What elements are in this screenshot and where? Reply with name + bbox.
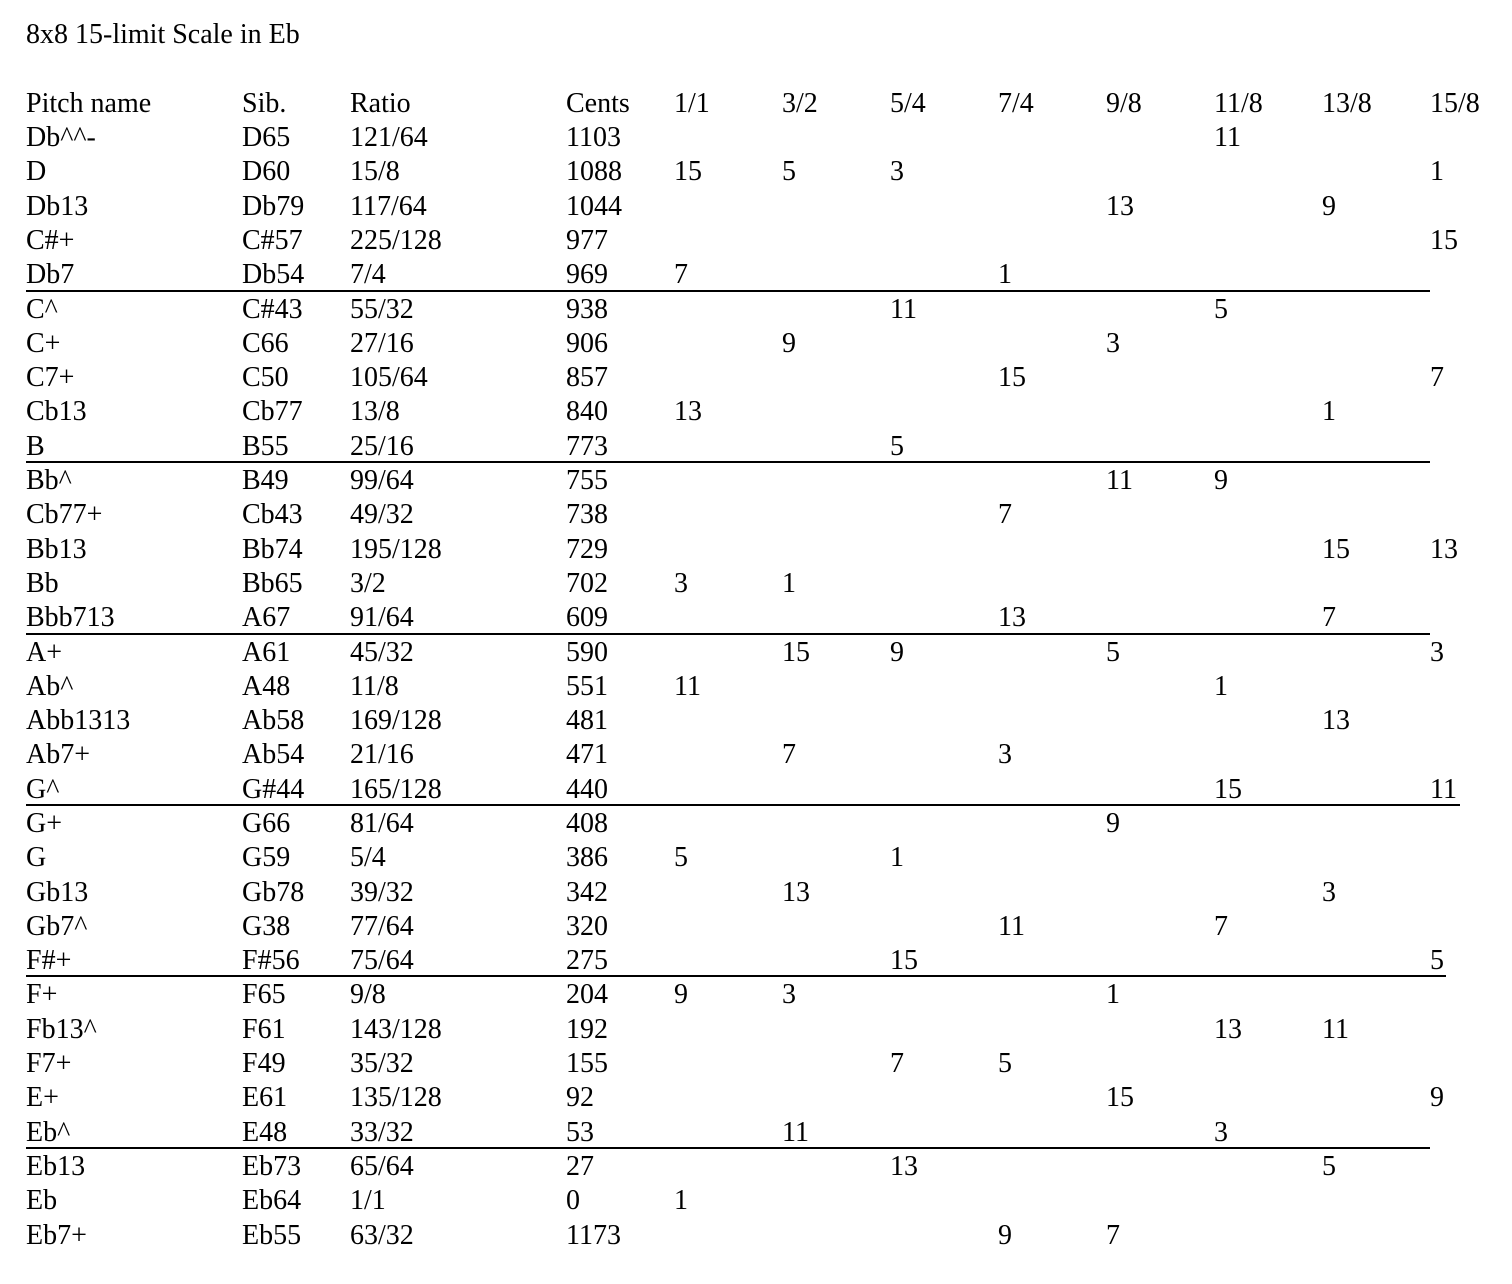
table-cell: C#57	[242, 225, 303, 256]
table-cell: E48	[242, 1117, 288, 1148]
table-cell: 1088	[566, 156, 622, 187]
table-cell: 45/32	[350, 637, 414, 668]
table-cell: 225/128	[350, 225, 442, 256]
table-cell: Bbb713	[26, 602, 115, 633]
table-cell: 7	[890, 1048, 904, 1079]
table-cell: 27/16	[350, 328, 414, 359]
group-separator	[26, 290, 1430, 292]
table-cell: 204	[566, 979, 608, 1010]
table-row	[0, 978, 1512, 1012]
table-cell: 99/64	[350, 465, 414, 496]
table-cell: 481	[566, 705, 608, 736]
table-cell: 440	[566, 774, 608, 805]
table-row	[0, 464, 1512, 498]
table-cell: Eb	[26, 1185, 58, 1216]
table-cell: 15	[1430, 225, 1458, 256]
table-cell: 3	[1430, 637, 1444, 668]
table-cell: 906	[566, 328, 608, 359]
table-cell: 7/4	[350, 259, 386, 290]
group-separator	[26, 633, 1430, 635]
table-cell: 11	[998, 911, 1025, 942]
document-title: 8x8 15-limit Scale in Eb	[26, 19, 300, 50]
table-cell: 5	[890, 431, 904, 462]
table-cell: 13	[1322, 705, 1350, 736]
group-separator	[26, 1147, 1430, 1149]
table-cell: F7+	[26, 1048, 72, 1079]
table-row	[0, 258, 1512, 292]
table-cell: F65	[242, 979, 286, 1010]
table-cell: 39/32	[350, 877, 414, 908]
table-cell: 755	[566, 465, 608, 496]
table-cell: Eb^	[26, 1117, 71, 1148]
table-cell: Eb73	[242, 1151, 302, 1182]
table-cell: 15	[998, 362, 1026, 393]
table-cell: 13	[674, 396, 702, 427]
table-cell: 21/16	[350, 739, 414, 770]
table-cell: Bb^	[26, 465, 72, 496]
column-header: 3/2	[782, 88, 818, 119]
table-cell: Cb77	[242, 396, 303, 427]
table-cell: F#56	[242, 945, 300, 976]
table-cell: 9	[998, 1220, 1012, 1251]
table-row	[0, 533, 1512, 567]
column-header: 1/1	[674, 88, 710, 119]
column-header: Ratio	[350, 88, 411, 119]
table-cell: Db79	[242, 191, 305, 222]
table-cell: 969	[566, 259, 608, 290]
table-cell: 1	[890, 842, 904, 873]
table-cell: 1	[998, 259, 1012, 290]
table-cell: F+	[26, 979, 58, 1010]
table-cell: G38	[242, 911, 291, 942]
table-cell: 15	[890, 945, 918, 976]
group-separator	[26, 804, 1460, 806]
table-cell: 13	[890, 1151, 918, 1182]
column-header: Pitch name	[26, 88, 152, 119]
table-cell: 33/32	[350, 1117, 414, 1148]
table-cell: Db54	[242, 259, 305, 290]
table-row	[0, 704, 1512, 738]
table-cell: 0	[566, 1185, 580, 1216]
table-cell: 15	[782, 637, 810, 668]
table-cell: 5	[998, 1048, 1012, 1079]
table-cell: 13	[1430, 534, 1458, 565]
column-header: Cents	[566, 88, 630, 119]
table-cell: 5	[1106, 637, 1120, 668]
table-row	[0, 670, 1512, 704]
table-cell: E61	[242, 1082, 288, 1113]
table-cell: 1103	[566, 122, 621, 153]
table-cell: 13/8	[350, 396, 400, 427]
table-row	[0, 910, 1512, 944]
table-row	[0, 876, 1512, 910]
table-row	[0, 361, 1512, 395]
table-cell: 3	[890, 156, 904, 187]
table-cell: 117/64	[350, 191, 427, 222]
column-header: 13/8	[1322, 88, 1372, 119]
table-header-row	[0, 87, 1512, 121]
table-cell: 7	[674, 259, 688, 290]
table-row	[0, 944, 1512, 978]
table-cell: 35/32	[350, 1048, 414, 1079]
table-cell: 1173	[566, 1220, 621, 1251]
table-row	[0, 773, 1512, 807]
table-cell: C+	[26, 328, 61, 359]
table-row	[0, 1013, 1512, 1047]
table-cell: 155	[566, 1048, 608, 1079]
table-cell: 169/128	[350, 705, 442, 736]
table-cell: Ab54	[242, 739, 305, 770]
table-row	[0, 807, 1512, 841]
table-cell: C66	[242, 328, 289, 359]
table-cell: 15	[1322, 534, 1350, 565]
table-cell: 320	[566, 911, 608, 942]
table-row	[0, 155, 1512, 189]
table-cell: B55	[242, 431, 289, 462]
table-row	[0, 601, 1512, 635]
table-cell: 192	[566, 1014, 608, 1045]
table-cell: 7	[998, 499, 1012, 530]
table-cell: Bb	[26, 568, 59, 599]
table-row	[0, 1116, 1512, 1150]
table-row	[0, 1150, 1512, 1184]
table-cell: 7	[1430, 362, 1444, 393]
table-row	[0, 293, 1512, 327]
table-cell: C^	[26, 294, 58, 325]
table-cell: 5	[1322, 1151, 1336, 1182]
table-row	[0, 224, 1512, 258]
table-cell: 195/128	[350, 534, 442, 565]
table-cell: A67	[242, 602, 291, 633]
table-cell: Db7	[26, 259, 75, 290]
table-cell: 3/2	[350, 568, 386, 599]
table-cell: G66	[242, 808, 291, 839]
table-cell: 9	[890, 637, 904, 668]
table-cell: B49	[242, 465, 289, 496]
table-cell: 342	[566, 877, 608, 908]
table-cell: 9/8	[350, 979, 386, 1010]
column-header: Sib.	[242, 88, 287, 119]
table-cell: 5	[1214, 294, 1228, 325]
table-cell: 1044	[566, 191, 622, 222]
table-cell: 11	[1214, 122, 1241, 153]
table-cell: Ab7+	[26, 739, 91, 770]
table-row	[0, 1047, 1512, 1081]
column-header: 5/4	[890, 88, 926, 119]
table-cell: 7	[782, 739, 796, 770]
table-cell: 5	[674, 842, 688, 873]
table-cell: Cb43	[242, 499, 303, 530]
table-cell: 7	[1322, 602, 1336, 633]
table-row	[0, 1081, 1512, 1115]
table-cell: 729	[566, 534, 608, 565]
table-cell: 81/64	[350, 808, 414, 839]
table-cell: 1	[674, 1185, 688, 1216]
table-cell: B	[26, 431, 45, 462]
table-cell: 9	[1106, 808, 1120, 839]
table-cell: 13	[782, 877, 810, 908]
table-cell: 55/32	[350, 294, 414, 325]
table-row	[0, 327, 1512, 361]
column-header: 7/4	[998, 88, 1034, 119]
table-cell: 75/64	[350, 945, 414, 976]
table-cell: Bb65	[242, 568, 303, 599]
table-cell: 1/1	[350, 1185, 386, 1216]
table-row	[0, 121, 1512, 155]
table-cell: 53	[566, 1117, 594, 1148]
table-cell: 9	[782, 328, 796, 359]
table-cell: 11	[782, 1117, 809, 1148]
table-row	[0, 841, 1512, 875]
table-cell: Cb13	[26, 396, 87, 427]
table-cell: Gb13	[26, 877, 89, 908]
table-cell: 9	[1214, 465, 1228, 496]
table-cell: 91/64	[350, 602, 414, 633]
table-cell: 702	[566, 568, 608, 599]
table-cell: 5	[1430, 945, 1444, 976]
table-cell: 471	[566, 739, 608, 770]
table-cell: Gb78	[242, 877, 305, 908]
table-cell: 143/128	[350, 1014, 442, 1045]
table-cell: G#44	[242, 774, 305, 805]
table-cell: 977	[566, 225, 608, 256]
table-cell: 3	[998, 739, 1012, 770]
table-cell: 49/32	[350, 499, 414, 530]
table-cell: C#43	[242, 294, 303, 325]
table-cell: Eb64	[242, 1185, 302, 1216]
table-cell: 3	[782, 979, 796, 1010]
table-cell: 11	[1322, 1014, 1349, 1045]
table-cell: G^	[26, 774, 60, 805]
table-cell: 15/8	[350, 156, 400, 187]
table-cell: 11/8	[350, 671, 399, 702]
table-cell: 9	[1430, 1082, 1444, 1113]
table-cell: G	[26, 842, 47, 873]
column-header: 15/8	[1430, 88, 1480, 119]
table-cell: 3	[1106, 328, 1120, 359]
table-cell: 1	[782, 568, 796, 599]
table-cell: D	[26, 156, 47, 187]
table-cell: 938	[566, 294, 608, 325]
table-cell: 65/64	[350, 1151, 414, 1182]
table-cell: 386	[566, 842, 608, 873]
table-cell: 15	[674, 156, 702, 187]
group-separator	[26, 461, 1430, 463]
table-cell: Fb13^	[26, 1014, 97, 1045]
table-cell: 1	[1322, 396, 1336, 427]
table-cell: 275	[566, 945, 608, 976]
table-cell: 27	[566, 1151, 594, 1182]
table-row	[0, 636, 1512, 670]
table-cell: 3	[1322, 877, 1336, 908]
table-cell: D65	[242, 122, 291, 153]
table-row	[0, 1184, 1512, 1218]
table-cell: 92	[566, 1082, 594, 1113]
table-cell: A48	[242, 671, 291, 702]
table-cell: 13	[1214, 1014, 1242, 1045]
table-cell: 105/64	[350, 362, 428, 393]
table-cell: A61	[242, 637, 291, 668]
table-cell: Abb1313	[26, 705, 131, 736]
table-cell: 7	[1106, 1220, 1120, 1251]
table-cell: Gb7^	[26, 911, 88, 942]
table-cell: Eb7+	[26, 1220, 87, 1251]
table-cell: 1	[1106, 979, 1120, 1010]
table-cell: 609	[566, 602, 608, 633]
table-cell: 1	[1214, 671, 1228, 702]
table-cell: Bb74	[242, 534, 303, 565]
table-cell: 77/64	[350, 911, 414, 942]
table-cell: 63/32	[350, 1220, 414, 1251]
table-cell: Eb55	[242, 1220, 302, 1251]
table-cell: 9	[1322, 191, 1336, 222]
table-cell: Ab58	[242, 705, 305, 736]
group-separator	[26, 975, 1446, 977]
table-cell: 25/16	[350, 431, 414, 462]
table-cell: 13	[1106, 191, 1134, 222]
table-cell: 11	[890, 294, 917, 325]
table-cell: 15	[1106, 1082, 1134, 1113]
table-cell: Db13	[26, 191, 89, 222]
table-cell: 9	[674, 979, 688, 1010]
table-cell: Ab^	[26, 671, 74, 702]
table-cell: 738	[566, 499, 608, 530]
table-row	[0, 395, 1512, 429]
column-header: 11/8	[1214, 88, 1263, 119]
table-cell: 3	[1214, 1117, 1228, 1148]
table-cell: 121/64	[350, 122, 428, 153]
column-header: 9/8	[1106, 88, 1142, 119]
table-cell: 5	[782, 156, 796, 187]
table-cell: 11	[674, 671, 701, 702]
table-cell: Db^^-	[26, 122, 96, 153]
table-row	[0, 430, 1512, 464]
table-cell: F49	[242, 1048, 286, 1079]
table-cell: Eb13	[26, 1151, 86, 1182]
table-cell: 7	[1214, 911, 1228, 942]
table-row	[0, 738, 1512, 772]
table-cell: 551	[566, 671, 608, 702]
table-cell: F#+	[26, 945, 72, 976]
table-cell: Bb13	[26, 534, 87, 565]
table-cell: A+	[26, 637, 63, 668]
table-cell: 11	[1430, 774, 1457, 805]
table-cell: C#+	[26, 225, 75, 256]
table-cell: 165/128	[350, 774, 442, 805]
table-cell: 13	[998, 602, 1026, 633]
table-cell: 773	[566, 431, 608, 462]
table-cell: C50	[242, 362, 289, 393]
table-cell: D60	[242, 156, 291, 187]
table-cell: 1	[1430, 156, 1444, 187]
table-cell: 11	[1106, 465, 1133, 496]
table-cell: 5/4	[350, 842, 386, 873]
table-cell: Cb77+	[26, 499, 103, 530]
table-cell: 15	[1214, 774, 1242, 805]
table-cell: E+	[26, 1082, 59, 1113]
table-row	[0, 498, 1512, 532]
table-cell: 840	[566, 396, 608, 427]
table-cell: 135/128	[350, 1082, 442, 1113]
table-cell: G59	[242, 842, 291, 873]
table-row	[0, 190, 1512, 224]
table-cell: 3	[674, 568, 688, 599]
table-cell: G+	[26, 808, 63, 839]
table-cell: C7+	[26, 362, 75, 393]
table-cell: 408	[566, 808, 608, 839]
table-row	[0, 1219, 1512, 1253]
table-row	[0, 567, 1512, 601]
table-cell: F61	[242, 1014, 286, 1045]
table-cell: 590	[566, 637, 608, 668]
table-cell: 857	[566, 362, 608, 393]
